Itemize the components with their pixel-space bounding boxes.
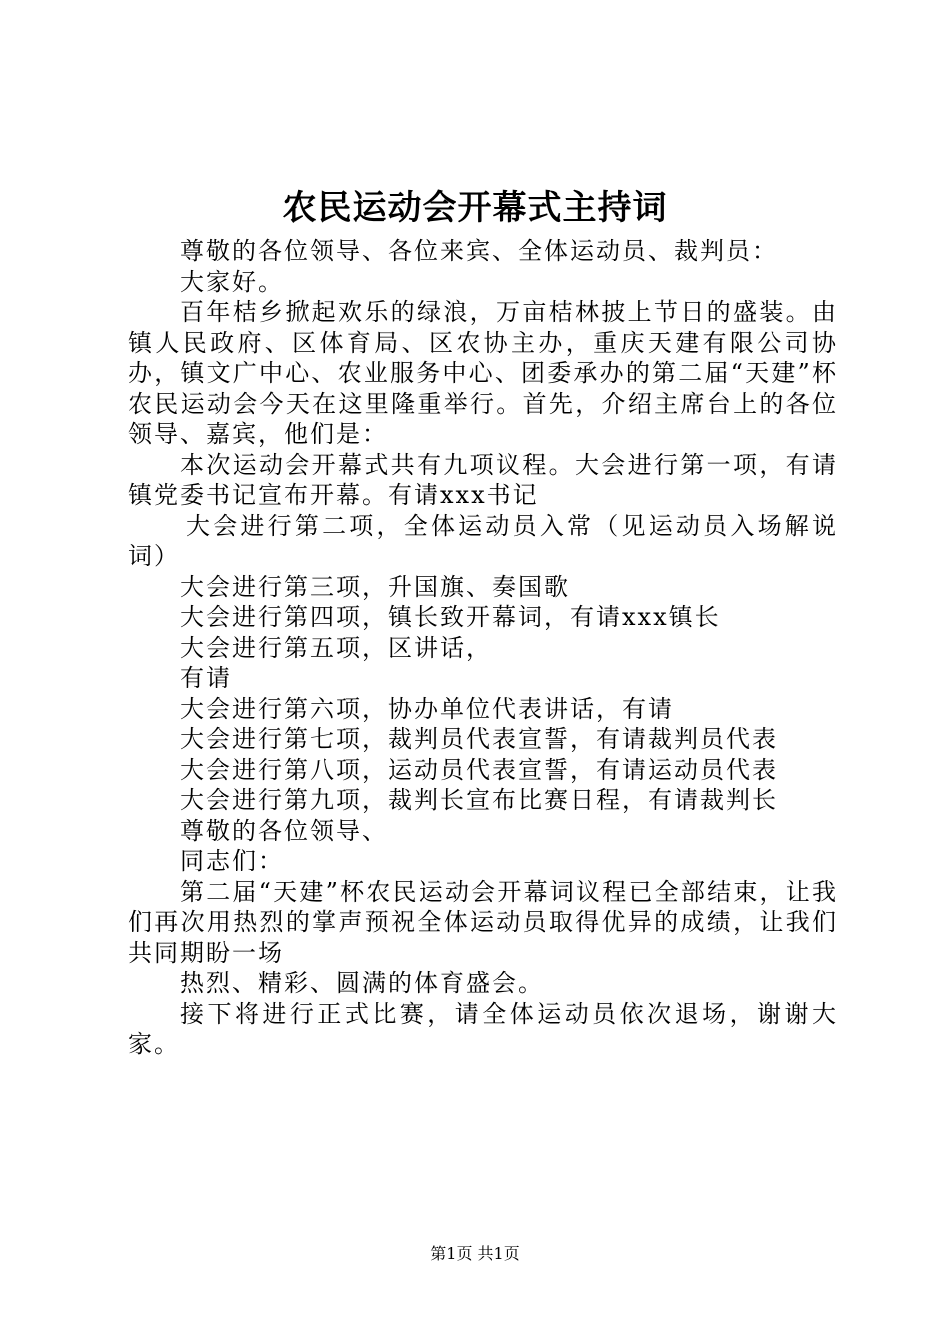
page-footer: 第1页 共1页 [430,1244,520,1263]
paragraph-agenda-2: 大会进行第二项，全体运动员入常（见运动员入场解说词） [128,511,838,570]
paragraph-agenda-4: 大会进行第四项，镇长致开幕词，有请xxx镇长 [180,603,721,631]
paragraph-closing: 第二届“天建”杯农民运动会开幕词议程已全部结束，让我们再次用热烈的掌声预祝全体运动员取得优异的成绩，让我们共同期盼一场 [128,877,838,967]
paragraph-greeting: 大家好。 [180,267,284,296]
paragraph-comrades: 同志们： [180,847,284,875]
document-body [128,236,838,1060]
paragraph-agenda-1: 本次运动会开幕式共有九项议程。大会进行第一项，有请镇党委书记宣布开幕。有请xxx书记 [128,450,838,509]
paragraph-agenda-6: 大会进行第六项，协办单位代表讲话，有请 [180,694,674,723]
paragraph-invite: 有请 [180,664,232,692]
paragraph-agenda-3: 大会进行第三项，升国旗、奏国歌 [180,572,570,601]
paragraph-agenda-9: 大会进行第九项，裁判长宣布比赛日程，有请裁判长 [180,786,778,814]
paragraph-agenda-8: 大会进行第八项，运动员代表宣誓，有请运动员代表 [180,755,778,784]
paragraph-salutation: 尊敬的各位领导、各位来宾、全体运动员、裁判员： [180,237,778,265]
paragraph-intro: 百年桔乡掀起欢乐的绿浪，万亩桔林披上节日的盛装。由镇人民政府、区体育局、区农协主办，重庆天建有限公司协办，镇文广中心、农业服务中心、团委承办的第二届“天建”杯农民运动会今天在这里隆重举行。首先，介绍主席台上的各位领导、嘉宾，他们是： [128,298,838,448]
paragraph-agenda-5: 大会进行第五项，区讲话， [180,633,492,662]
document-title: 农民运动会开幕式主持词 [282,188,668,228]
paragraph-closing-salutation: 尊敬的各位领导、 [180,816,388,845]
paragraph-event-wish: 热烈、精彩、圆满的体育盛会。 [180,969,544,997]
paragraph-dismissal: 接下将进行正式比赛，请全体运动员依次退场，谢谢大家。 [128,999,838,1058]
paragraph-agenda-7: 大会进行第七项，裁判员代表宣誓，有请裁判员代表 [180,725,778,753]
